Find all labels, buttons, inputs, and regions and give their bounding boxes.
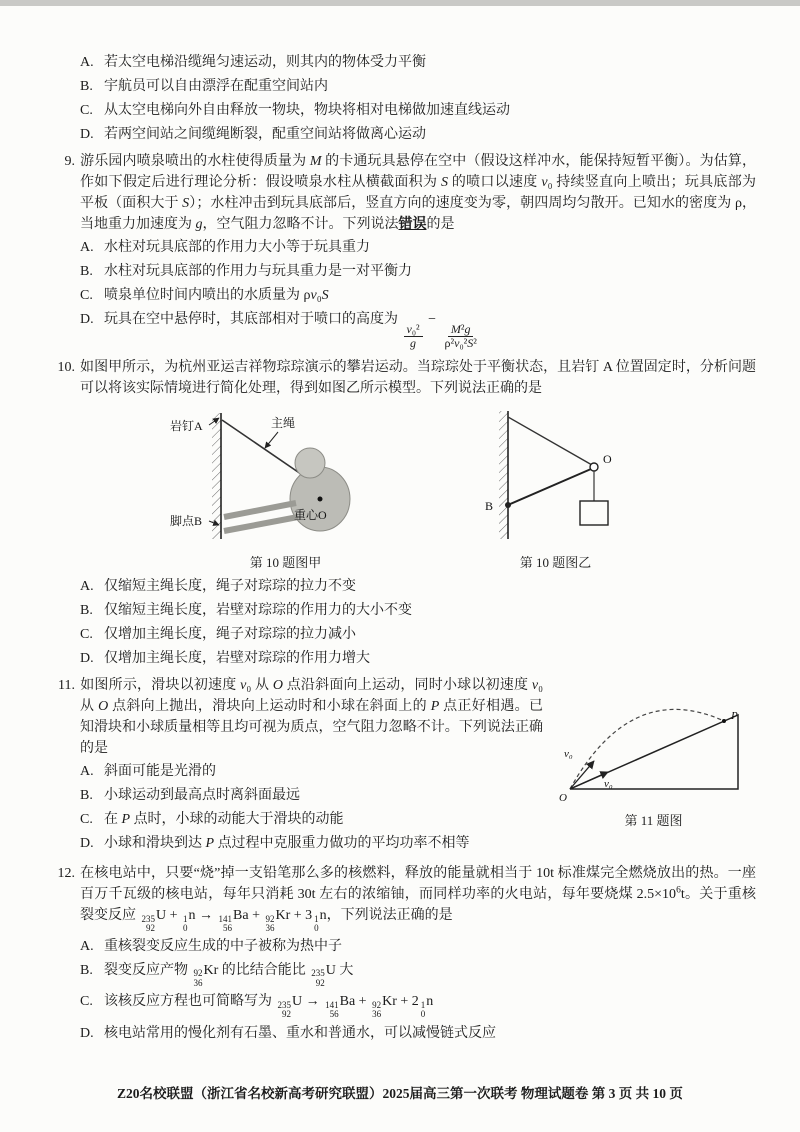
question-10	[50, 357, 756, 669]
mascot-head	[295, 448, 325, 478]
q9-option-D	[50, 309, 756, 351]
block-velocity-label: v₀	[604, 778, 613, 791]
option-text: 若太空电梯沿缆绳匀速运动，则其内的物体受力平衡	[104, 55, 426, 70]
mascot-leg	[224, 517, 298, 531]
question-number: 9.	[64, 154, 75, 169]
q10-figure-a-caption: 第 10 题图甲	[249, 555, 322, 571]
anchor-label: 岩钉A	[170, 419, 203, 434]
simplified-model-diagram	[473, 405, 638, 547]
q8-option-A	[50, 52, 756, 73]
wall-hatching	[499, 411, 508, 539]
rope-label: 主绳	[271, 416, 296, 431]
option-label: C.	[80, 288, 93, 303]
option-label: A.	[80, 55, 94, 70]
rope-arrow	[265, 432, 278, 448]
option-label: C.	[80, 994, 93, 1010]
stem-text: 如图所示，滑块以初速度 v₀ 从 O 点沿斜面向上运动，同时小球以初速度 v₀ 从 O 点斜向上抛出，滑块向上运动时和小球在斜面上的 P 点正好相遇。已知滑块和小球质量相等且均可视为质点，空气阻力忽略不计。下列说法正确的是	[80, 678, 544, 757]
question-number: 10.	[57, 360, 75, 376]
q11-figure	[551, 677, 756, 830]
option-label: C.	[80, 103, 93, 118]
q9-option-B	[50, 261, 756, 282]
q10-option-A	[50, 576, 756, 597]
option-text: 在 P 点时，小球的动能大于滑块的动能	[104, 812, 344, 828]
stem-text: 游乐园内喷泉喷出的水柱使得质量为 M 的卡通玩具悬停在空中（假设这样冲水，能保持短暂平衡）。为估算，作如下假定后进行理论分析：假设喷泉水柱从横截面积为 S 的喷口以速度 v₀ 持续竖直向上喷出；玩具底部为平板（面积大于 S）；水柱冲击到玩具底部后，竖直方向的速度变为零，朝四周均匀散开。已知水的密度为 ρ，当地重力加速度为 g，空气阻力忽略不计。下列说法错误的是	[80, 154, 757, 232]
q9-stem	[50, 151, 756, 235]
option-label: B.	[80, 79, 93, 94]
center-of-gravity-dot	[318, 497, 323, 502]
rope-line	[508, 417, 592, 465]
option-text: 玩具在空中悬停时，其底部相对于喷口的高度为 $\frac{\text{v₀²}}{g}$ − $\frac{\text{M²g}}{\text{ρ²v₀²S²}}$	[104, 312, 477, 351]
question-12	[50, 863, 756, 1044]
option-text: 宇航员可以自由漂浮在配重空间站内	[104, 79, 328, 94]
q10-options	[50, 576, 756, 669]
option-text: 仅增加主绳长度，绳子对琮琮的拉力减小	[104, 627, 356, 643]
option-label: A.	[80, 938, 94, 954]
q12-stem	[50, 863, 756, 934]
mascot-climber	[224, 448, 350, 531]
option-label: A.	[80, 764, 94, 780]
point-P-label: P	[731, 710, 738, 723]
option-label: A.	[80, 240, 94, 255]
q10-option-B	[50, 600, 756, 621]
q11-figure-caption: 第 11 题图	[624, 813, 683, 829]
option-text: 喷泉单位时间内喷出的水质量为 ρv₀S	[104, 288, 329, 303]
q9-option-C	[50, 285, 756, 306]
q11-option-C	[50, 809, 543, 830]
option-label: D.	[80, 312, 94, 327]
q11-option-B	[50, 785, 543, 806]
q12-option-C	[50, 991, 756, 1020]
q10-figure-b-caption: 第 10 题图乙	[519, 555, 592, 571]
ball-velocity-label: v₀	[564, 748, 573, 761]
option-label: D.	[80, 836, 94, 852]
option-text: 仅缩短主绳长度，绳子对琮琮的拉力不变	[104, 579, 356, 595]
q10-figure-b	[473, 405, 638, 572]
option-text: 若两空间站之间缆绳断裂，配重空间站将做离心运动	[104, 127, 426, 142]
point-B-label: B	[485, 499, 494, 514]
question-11	[50, 675, 756, 857]
center-of-gravity-label: 重心O	[294, 508, 327, 523]
q10-figure-a	[168, 405, 403, 572]
option-label: D.	[80, 127, 94, 142]
q12-options	[50, 936, 756, 1044]
option-label: D.	[80, 1025, 94, 1041]
option-text: 从太空电梯向外自由释放一物块，物块将相对电梯做加速直线运动	[104, 103, 510, 118]
option-text: 仅增加主绳长度，岩壁对琮琮的作用力增大	[104, 651, 370, 667]
option-label: C.	[80, 812, 93, 828]
rock-wall-hatching	[212, 413, 221, 539]
option-text: 重核裂变反应生成的中子被称为热中子	[104, 938, 342, 954]
page-footer: Z20名校联盟（浙江省名校新高考研究联盟）2025届高三第一次联考 物理试题卷 第 3 页 共 10 页	[117, 1086, 683, 1101]
q8-option-D	[50, 124, 756, 145]
question-number: 11.	[58, 678, 75, 694]
option-label: B.	[80, 264, 93, 279]
q11-option-A	[50, 761, 543, 782]
question-number: 12.	[57, 866, 75, 882]
hanging-weight	[580, 501, 608, 525]
option-text: 裂变反应产物 92 36 Kr 的比结合能比 235 92 U 大	[104, 962, 354, 988]
option-label: B.	[80, 603, 93, 619]
mascot-leg	[224, 503, 296, 517]
stem-text: 如图甲所示，为杭州亚运吉祥物琮琮演示的攀岩运动。当琮琮处于平衡状态，且岩钉 A 位置固定时，分析问题可以将该实际情境进行简化处理，得到如图乙所示模型。下列说法正确的是	[80, 360, 756, 397]
option-text: 斜面可能是光滑的	[104, 764, 216, 780]
q10-stem	[50, 357, 756, 399]
scan-edge	[0, 0, 800, 6]
q9-option-A	[50, 237, 756, 258]
block-velocity-arrow	[570, 772, 608, 789]
option-text: 水柱对玩具底部的作用力大小等于玩具重力	[104, 240, 370, 255]
point-O-label: O	[603, 452, 612, 467]
climbing-diagram	[168, 405, 403, 547]
q9-options	[50, 237, 756, 351]
rod-line	[508, 469, 591, 505]
q8-option-C	[50, 100, 756, 121]
question-8-options	[50, 52, 756, 145]
stem-text: 在核电站中，只要“烧”掉一支铅笔那么多的核燃料，释放的能量就相当于 10t 标准煤完全燃烧放出的热。一座百万千瓦级的核电站，每年只消耗 30t 左右的浓缩铀，而同样功率的火电站，每年要烧煤 $2.5\times 10^6t$。关于重核裂变反应 235 92 U + 1 0 n → 141 56 Ba + 92 36 Kr + 3 1 0 n，下列说法正确的是	[80, 866, 756, 934]
point-P-dot	[722, 719, 726, 723]
option-label: C.	[80, 627, 93, 643]
option-text: 水柱对玩具底部的作用力与玩具重力是一对平衡力	[104, 264, 412, 279]
option-label: B.	[80, 788, 93, 804]
option-text: 核电站常用的慢化剂有石墨、重水和普通水，可以减慢链式反应	[104, 1025, 496, 1041]
option-label: D.	[80, 651, 94, 667]
option-text: 该核反应方程也可简略写为 235 92 U → 141 56 Ba + 92 36 Kr + 2 1 0 n	[104, 994, 434, 1020]
q11-option-D	[50, 833, 756, 854]
projectile-trajectory	[570, 710, 724, 790]
option-text: 小球运动到最高点时离斜面最远	[104, 788, 300, 804]
option-label: A.	[80, 579, 94, 595]
point-O-label: O	[559, 792, 567, 805]
q10-option-D	[50, 648, 756, 669]
option-label: B.	[80, 962, 93, 978]
question-9	[50, 151, 756, 351]
q10-figures	[50, 405, 756, 572]
q12-option-B	[50, 960, 756, 989]
q12-option-A	[50, 936, 756, 957]
q10-option-C	[50, 624, 756, 645]
ball-velocity-arrow	[570, 761, 594, 789]
option-text: 小球和滑块到达 P 点过程中克服重力做功的平均功率不相等	[104, 836, 470, 852]
incline-projectile-diagram	[556, 677, 751, 805]
q8-option-B	[50, 76, 756, 97]
foot-point-label: 脚点B	[170, 514, 203, 529]
q12-option-D	[50, 1023, 756, 1044]
option-text: 仅缩短主绳长度，岩壁对琮琮的作用力的大小不变	[104, 603, 412, 619]
